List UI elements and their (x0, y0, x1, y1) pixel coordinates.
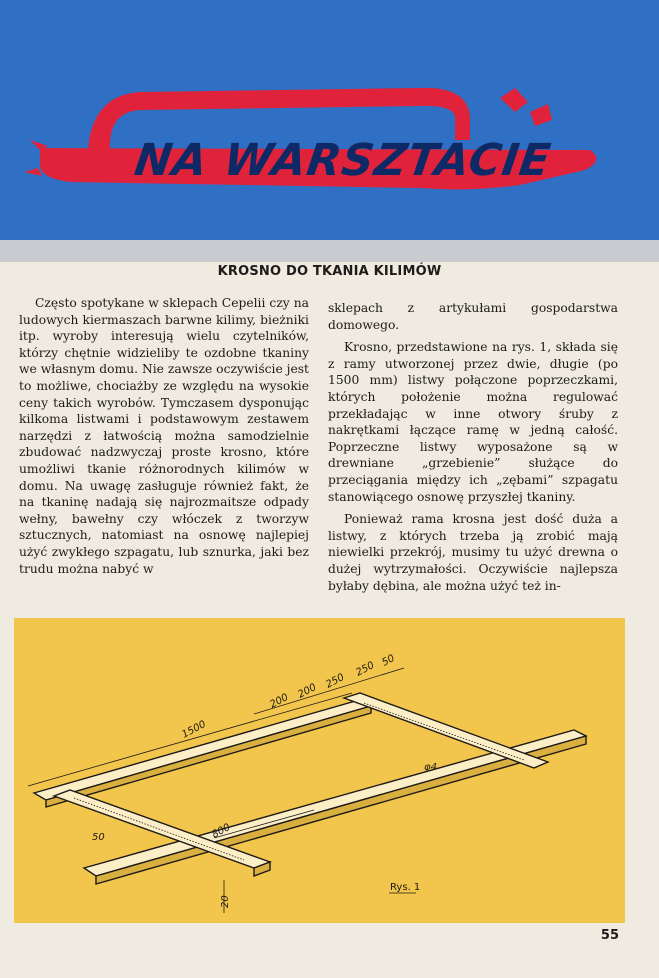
dim-spacing-4: 250 (354, 659, 377, 679)
dim-height: 20 (220, 895, 231, 908)
saw-handle-icon (500, 88, 552, 126)
figure-caption: Rys. 1 (390, 882, 421, 893)
logo-text: NA WARSZTACIE (131, 135, 555, 186)
text-column-left (19, 295, 309, 577)
dim-edge: 50 (92, 832, 105, 843)
long-rail-back (34, 700, 371, 800)
dim-spacing-3: 250 (324, 671, 347, 691)
comb-teeth-right (364, 703, 524, 760)
saw-logo (0, 0, 659, 240)
dim-line-length (28, 693, 352, 786)
page-number: 55 (600, 928, 619, 943)
loom-drawing (14, 618, 625, 923)
article-title: KROSNO DO TKANIA KILIMÓW (217, 264, 442, 279)
dim-length: 1500 (180, 718, 208, 741)
header-banner (0, 0, 659, 240)
dim-spacing-2: 200 (296, 681, 319, 701)
crossbar-right (344, 693, 548, 768)
paragraph: sklepach z artykułami gospodarstwa domowego. (328, 301, 618, 332)
dim-hole: φ4 (424, 762, 437, 773)
paragraph: Często spotykane w sklepach Cepelii czy na ludowych kiermaszach barwne kilimy, bieżniki itp. wyroby interesują wielu czytelników, którzy chętnie widzieliby te ozdobne tkaniny we własnym domu. Nie zawsze oczywiście jest to możliwe, chociażby ze względu na wysokie ceny takich wyrobów. Tymczasem dysponując kilkoma listwami i podstawowym zestawem narzędzi z łatwością można samodzielnie zbudować nadzwyczaj proste krosno, które umożliwi tkanie różnorodnych kilimów w domu. Na uwagę zasługuje również fakt, że na tkaninę nadają się najrozmaitsze odpady wełny, bawełny czy włóczek z tworzyw sztucznych, natomiast na osnowę najlepiej użyć zwykłego szpagatu, lub sznurka, jaki bez trudu można nabyć w (19, 296, 309, 576)
text-column-right (328, 300, 618, 594)
paragraph: Krosno, przedstawione na rys. 1, składa się z ramy utworzonej przez dwie, długie (po 1500 mm) listwy połączone poprzeczkami, których położenie można regulować przekładając w inne otwory śruby z nakrętkami łączące ramę w jedną całość. Poprzeczne listwy wyposażone są w drewniane „grzebienie” służące do przeciągania między ich „zębami” szpagatu stanowiącego osnowę przyszłej tkaniny. (328, 340, 618, 504)
dim-width: 800 (210, 821, 233, 841)
dim-spacing-5: 50 (380, 652, 397, 669)
header-stripe (0, 240, 659, 262)
dim-spacing-1: 200 (268, 691, 291, 711)
loom-figure (14, 618, 625, 923)
paragraph: Ponieważ rama krosna jest dość duża a listwy, z których trzeba ją zrobić mają niewielki przekrój, musimy tu użyć drewna o dużej wytrzymałości. Oczywiście najlepsza byłaby dębina, ale można użyć też in- (328, 512, 618, 593)
